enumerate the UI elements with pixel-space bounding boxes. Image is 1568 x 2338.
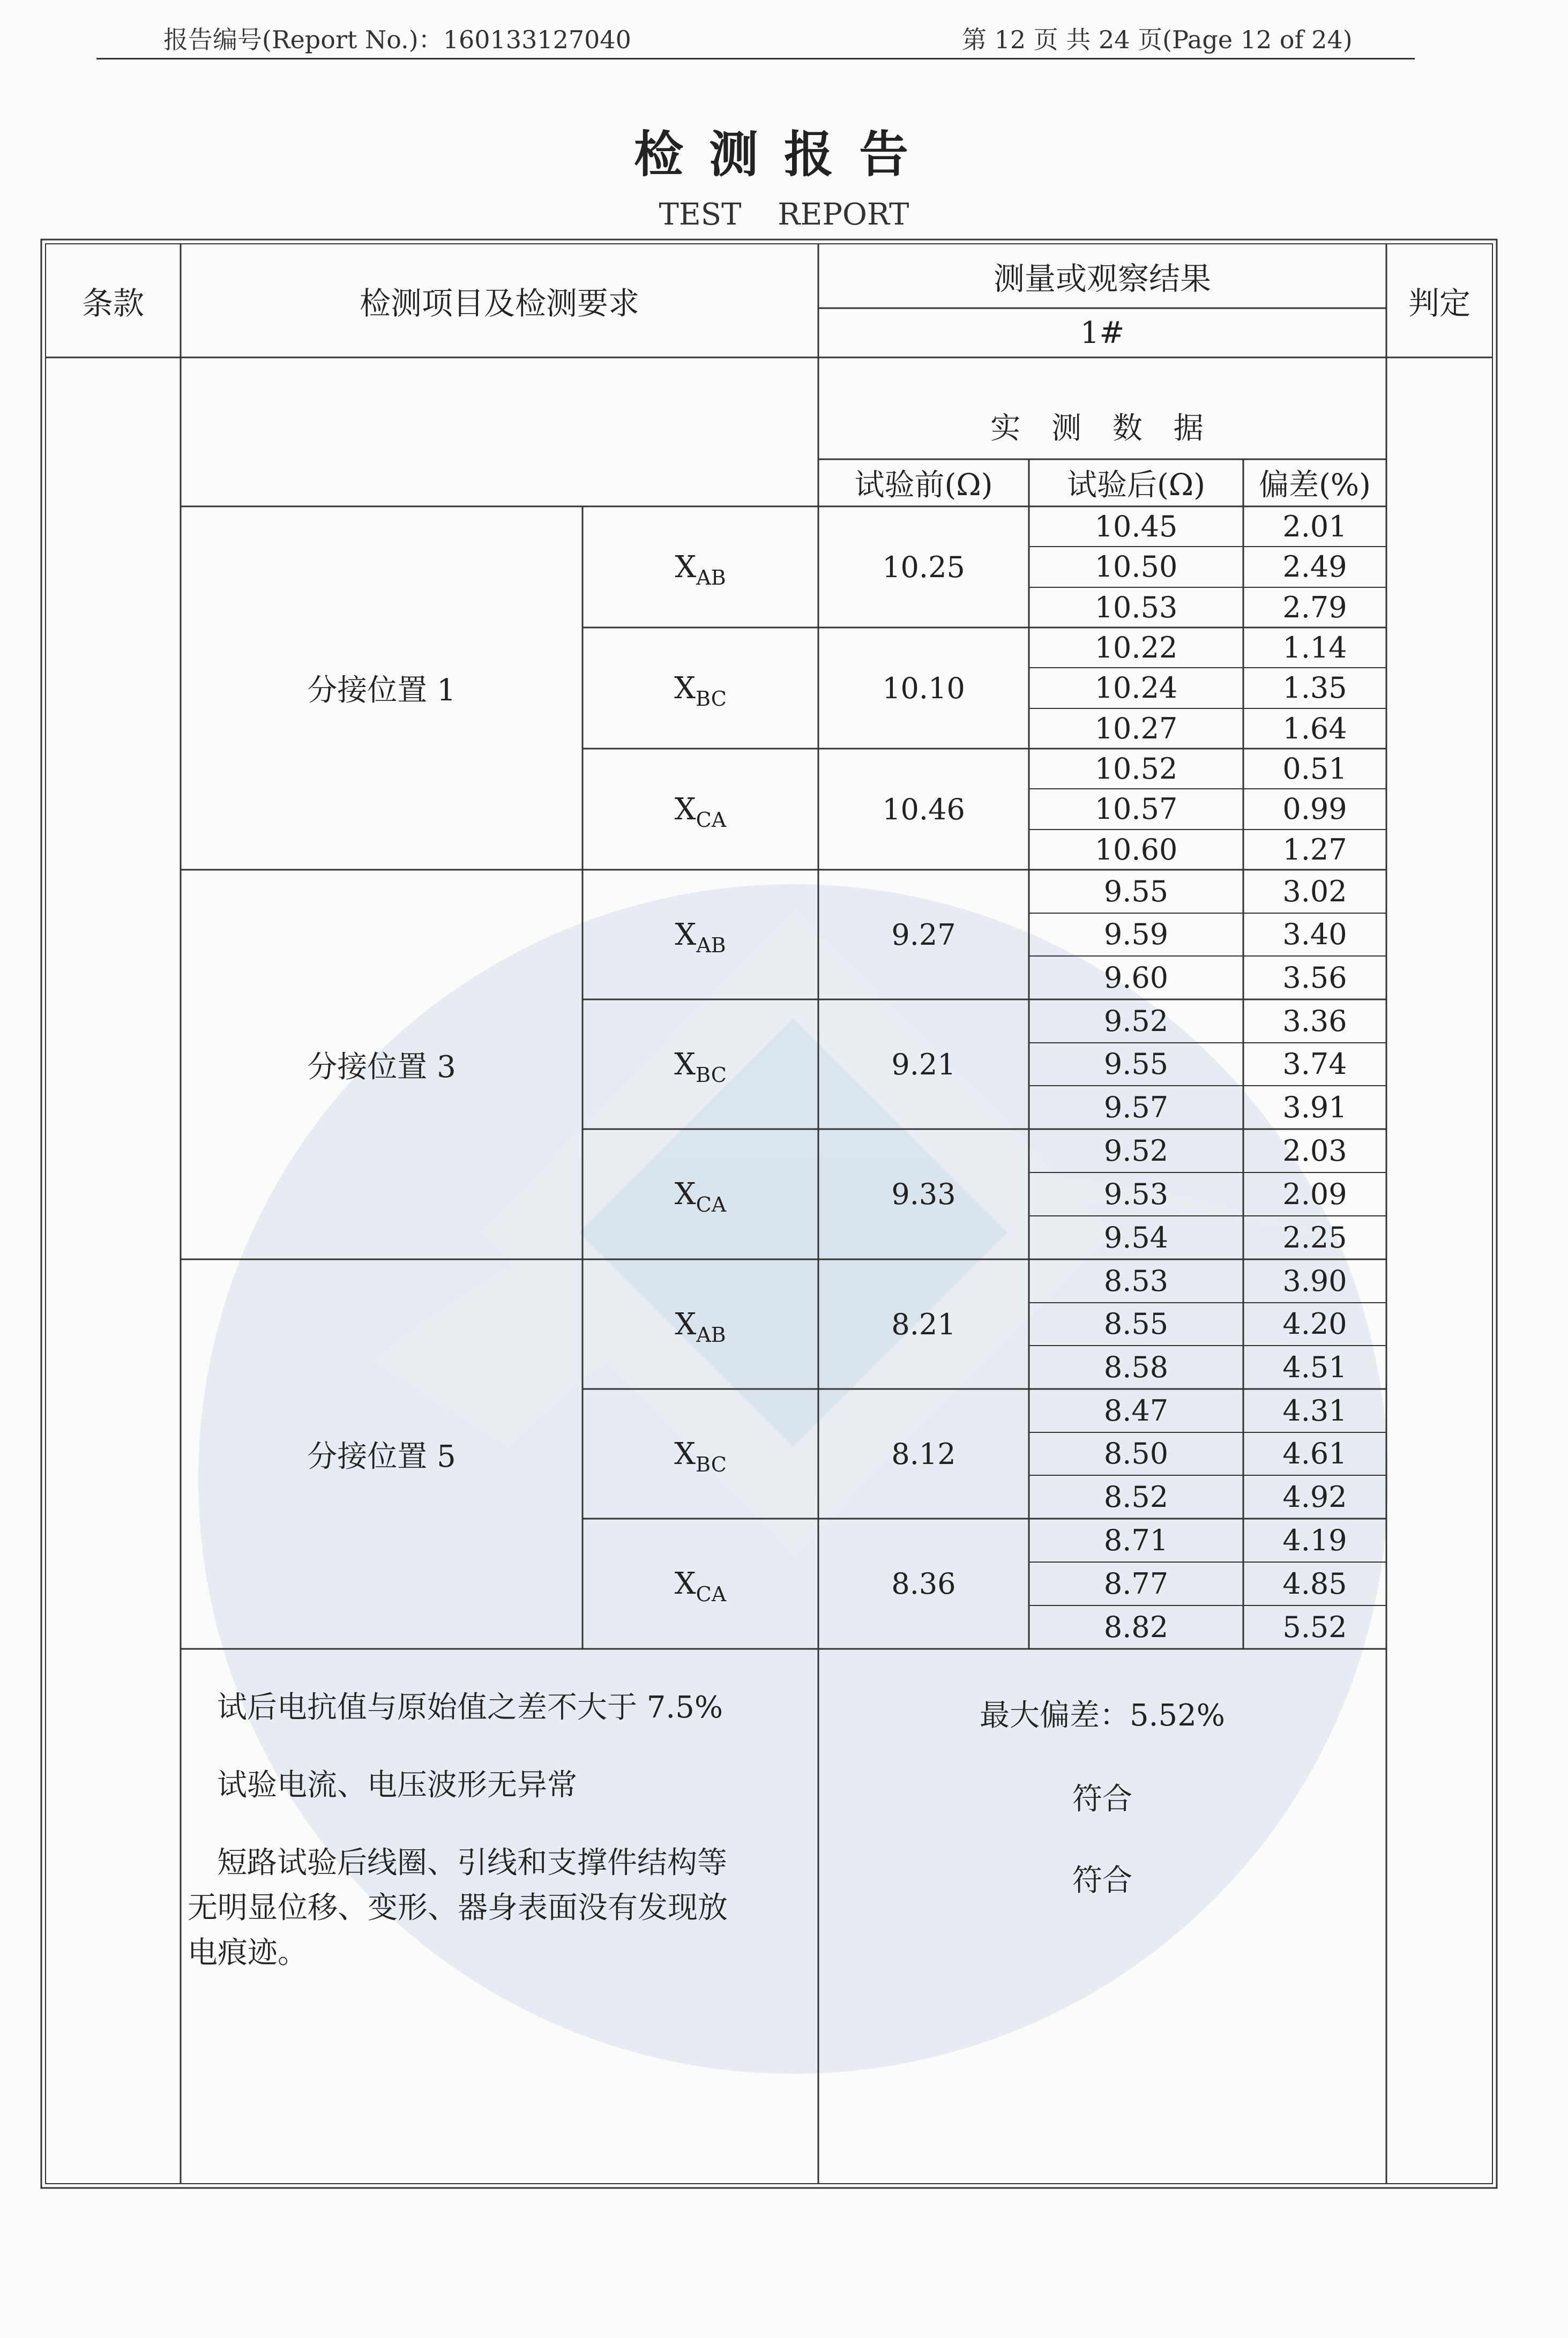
sub-header-deviation: 偏差(%) — [1259, 468, 1371, 503]
requirement-3-line-3: 电痕迹。 — [188, 1936, 308, 1970]
phase-label — [583, 1259, 818, 1389]
value-deviation: 2.49 — [1282, 550, 1347, 584]
value-after: 10.53 — [1094, 590, 1178, 624]
phase-subscript: BC — [696, 1063, 727, 1087]
value-deviation: 4.51 — [1282, 1350, 1347, 1385]
header-divider — [96, 58, 1415, 59]
value-deviation: 5.52 — [1282, 1610, 1347, 1644]
result-3: 符合 — [1072, 1863, 1132, 1898]
value-before: 10.46 — [882, 792, 965, 826]
value-after: 8.52 — [1103, 1480, 1169, 1514]
value-deviation: 1.14 — [1282, 631, 1347, 665]
phase-label — [583, 1519, 818, 1649]
page-info: 第 12 页 共 24 页(Page 12 of 24) — [962, 25, 1353, 54]
value-deviation: 3.02 — [1282, 874, 1347, 908]
value-after: 10.22 — [1094, 631, 1178, 665]
value-after: 9.60 — [1103, 961, 1169, 995]
value-after: 9.55 — [1103, 1047, 1169, 1081]
value-deviation: 3.40 — [1282, 917, 1347, 952]
tap-position-label: 分接位置 5 — [307, 1439, 456, 1474]
value-after: 9.52 — [1103, 1004, 1169, 1038]
value-deviation: 1.27 — [1282, 832, 1347, 867]
value-after: 9.52 — [1103, 1134, 1169, 1168]
phase-label — [583, 749, 818, 870]
value-deviation: 2.25 — [1282, 1221, 1347, 1254]
value-deviation: 3.36 — [1282, 1004, 1347, 1038]
phase-label — [583, 1389, 818, 1519]
phase-subscript: AB — [696, 933, 726, 957]
value-deviation: 3.90 — [1282, 1264, 1347, 1298]
value-before: 8.12 — [891, 1437, 956, 1471]
phase-subscript: CA — [696, 1582, 727, 1607]
value-deviation: 4.19 — [1282, 1523, 1347, 1557]
value-deviation: 1.35 — [1282, 671, 1347, 705]
value-after: 8.71 — [1103, 1523, 1169, 1557]
value-after: 10.45 — [1094, 510, 1178, 544]
phase-symbol: X — [674, 791, 696, 827]
value-deviation: 4.61 — [1282, 1437, 1347, 1471]
phase-symbol: X — [675, 1306, 697, 1342]
value-after: 8.50 — [1103, 1437, 1169, 1471]
value-deviation: 2.03 — [1282, 1134, 1347, 1168]
phase-label — [583, 506, 818, 628]
test-table — [40, 238, 1498, 2189]
report-number — [163, 20, 631, 56]
phase-symbol: X — [674, 1566, 696, 1601]
requirement-2: 试验电流、电压波形无异常 — [217, 1768, 577, 1803]
value-after: 10.27 — [1094, 711, 1178, 745]
value-before: 9.33 — [891, 1177, 956, 1211]
col-result-header: 测量或观察结果 — [993, 260, 1211, 297]
value-deviation: 2.79 — [1282, 590, 1347, 624]
value-before: 8.21 — [891, 1307, 956, 1341]
value-deviation: 3.91 — [1282, 1090, 1347, 1125]
document-subtitle: TEST REPORT — [659, 197, 909, 232]
value-after: 10.57 — [1094, 792, 1178, 826]
phase-subscript: CA — [696, 1193, 727, 1217]
value-after: 9.53 — [1103, 1177, 1169, 1211]
value-after: 9.54 — [1103, 1221, 1169, 1254]
requirement-3-line-1: 短路试验后线圈、引线和支撑件结构等 — [217, 1846, 727, 1880]
phase-label — [583, 870, 818, 999]
value-after: 8.77 — [1103, 1567, 1169, 1601]
value-deviation: 4.92 — [1282, 1480, 1347, 1514]
col-verdict-header: 判定 — [1408, 285, 1470, 322]
col-clause-header: 条款 — [81, 285, 144, 322]
value-after: 8.55 — [1103, 1307, 1169, 1341]
measured-data-label: 实 测 数 据 — [990, 411, 1214, 446]
result-2: 符合 — [1072, 1782, 1132, 1817]
phase-symbol: X — [674, 1177, 696, 1212]
value-deviation: 4.20 — [1282, 1307, 1347, 1341]
value-deviation: 3.74 — [1282, 1047, 1347, 1081]
sub-header-after: 试验后(Ω) — [1066, 468, 1206, 503]
requirement-3-line-2: 无明显位移、变形、器身表面没有发现放 — [188, 1891, 728, 1925]
value-after: 10.24 — [1094, 671, 1178, 705]
phase-subscript: BC — [696, 686, 727, 711]
report-number-value: 160133127040 — [443, 25, 631, 54]
value-deviation: 0.51 — [1282, 752, 1347, 786]
phase-label — [583, 628, 818, 749]
phase-subscript: CA — [696, 808, 727, 832]
phase-symbol: X — [675, 917, 697, 952]
value-after: 8.53 — [1103, 1264, 1169, 1298]
phase-subscript: AB — [696, 565, 726, 589]
report-number-label: 报告编号(Report No.)： — [163, 25, 443, 54]
value-deviation: 4.85 — [1282, 1567, 1347, 1601]
sub-header-before: 试验前(Ω) — [854, 468, 993, 503]
result-1: 最大偏差：5.52% — [980, 1698, 1225, 1733]
value-after: 10.50 — [1094, 550, 1178, 584]
sample-id: 1# — [1080, 315, 1125, 350]
phase-symbol: X — [675, 549, 697, 585]
value-before: 10.10 — [882, 671, 965, 705]
value-before: 9.27 — [891, 917, 956, 952]
document-title: 检测报告 — [633, 125, 934, 183]
value-after: 8.82 — [1103, 1610, 1169, 1644]
value-deviation: 2.09 — [1282, 1177, 1347, 1211]
value-after: 9.59 — [1103, 917, 1169, 952]
value-deviation: 0.99 — [1282, 792, 1347, 826]
requirement-1: 试后电抗值与原始值之差不大于 7.5% — [217, 1690, 723, 1725]
value-after: 10.60 — [1094, 832, 1178, 867]
value-after: 9.55 — [1103, 874, 1169, 908]
phase-subscript: BC — [696, 1452, 727, 1476]
phase-label — [583, 999, 818, 1129]
value-after: 10.52 — [1094, 752, 1178, 786]
phase-subscript: AB — [696, 1323, 726, 1347]
value-deviation: 3.56 — [1282, 961, 1347, 995]
value-deviation: 1.64 — [1282, 711, 1347, 745]
value-after: 9.57 — [1103, 1090, 1169, 1125]
value-after: 8.58 — [1103, 1350, 1169, 1385]
col-item-header: 检测项目及检测要求 — [359, 285, 639, 322]
value-before: 8.36 — [891, 1567, 956, 1601]
tap-position-label: 分接位置 1 — [307, 673, 456, 708]
phase-symbol: X — [674, 1436, 696, 1471]
value-before: 9.21 — [891, 1047, 956, 1081]
phase-label — [583, 1129, 818, 1259]
value-before: 10.25 — [882, 550, 965, 584]
value-after: 8.47 — [1103, 1393, 1169, 1428]
value-deviation: 2.01 — [1282, 510, 1347, 544]
value-deviation: 4.31 — [1282, 1393, 1347, 1428]
tap-position-label: 分接位置 3 — [307, 1049, 456, 1085]
phase-symbol: X — [674, 670, 696, 706]
phase-symbol: X — [674, 1047, 696, 1082]
